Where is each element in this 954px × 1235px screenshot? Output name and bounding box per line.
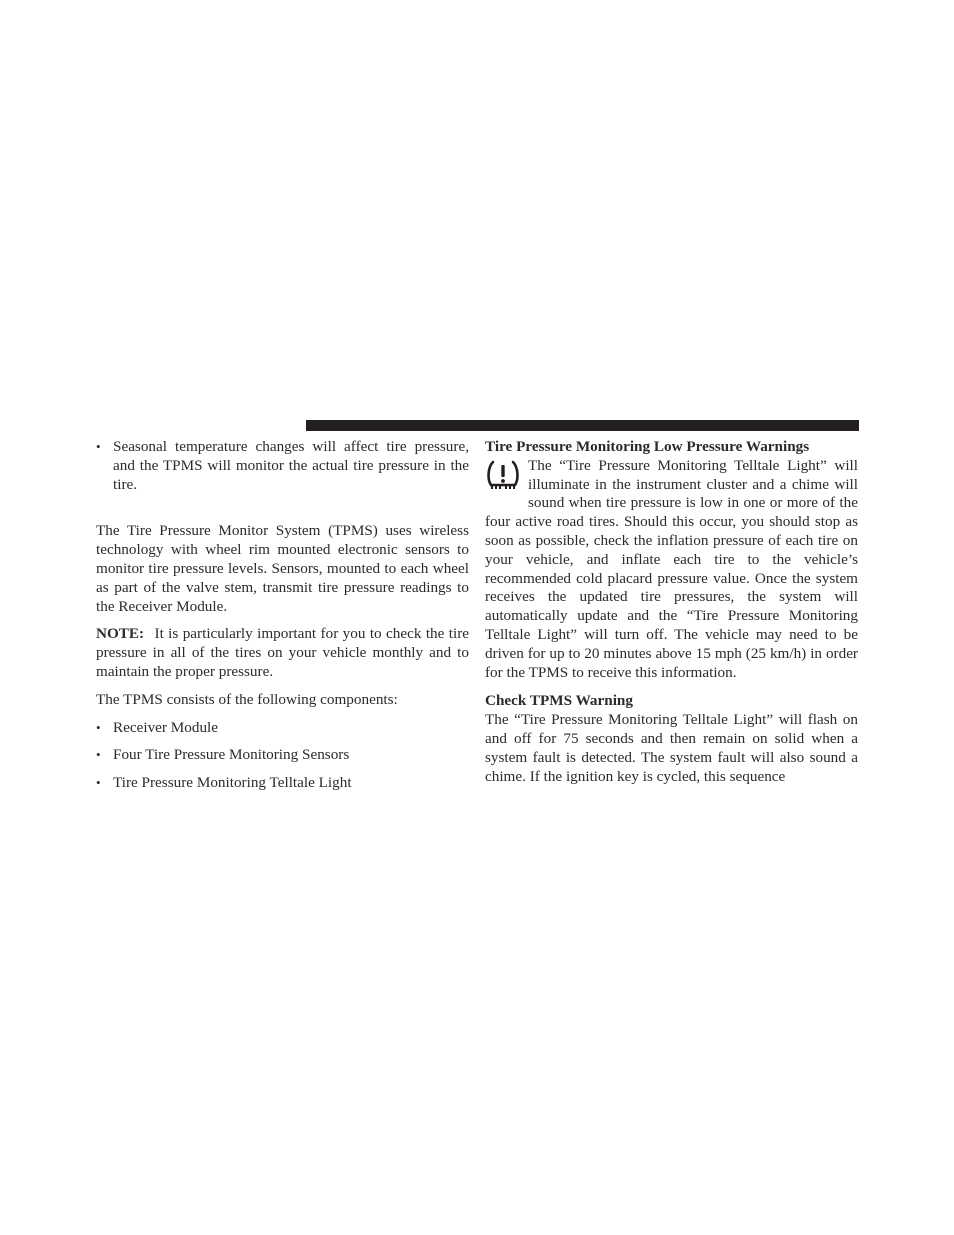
check-tpms-heading: Check TPMS Warning xyxy=(485,692,633,710)
bullet-seasonal: • Seasonal temperature changes will affect tire pressure, and the TPMS will monitor the actual tire pressure in the tire. xyxy=(96,438,469,494)
note-text: It is particularly important for you to check the tire pressure in all of the tires on your vehicle monthly and to maintain the proper pressure. xyxy=(96,625,470,680)
component-sensors: • Four Tire Pressure Monitoring Sensors xyxy=(96,746,469,765)
component-receiver-module: • Receiver Module xyxy=(96,719,469,738)
check-tpms-text: The “Tire Pressure Monitoring Telltale Light” will flash on and off for 75 seconds and then remain on solid when a system fault is detected. The system fault will also sound a chime. If the ignition key is cycled, this sequence xyxy=(485,711,858,785)
low-pressure-text: The “Tire Pressure Monitoring Telltale Light” will illuminate in the instrument cluster and a chime will sound when tire pressure is low in one or more of the four active road tires. Should this occur, you should stop as soon as possible, check the inflation pressure of each tire on your vehicle, and inflate each tire to the vehicle’s recommended cold placard pressure value. Once the system receives the updated tire pressures, the system will automatically update and the “Tire Pressure Monitoring Telltale Light” will turn off. The vehicle may need to be driven for up to 20 minutes above 15 mph (25 km/h) in order for the TPMS to receive this information. xyxy=(485,456,858,681)
component-telltale-light: • Tire Pressure Monitoring Telltale Light xyxy=(96,774,469,793)
left-column xyxy=(96,438,469,793)
note-label: NOTE: xyxy=(96,625,145,643)
tpms-warning-icon xyxy=(485,459,521,495)
right-column xyxy=(485,438,858,786)
components-intro: The TPMS consists of the following components: xyxy=(96,690,398,708)
section-header-bar xyxy=(306,420,859,431)
note-paragraph xyxy=(96,625,469,681)
intro-paragraph: The Tire Pressure Monitor System (TPMS) uses wireless technology with wheel rim mounted electronic sensors to monitor tire pressure levels. Sensors, mounted to each wheel as part of the valve stem, transmit tire pressure readings to the Receiver Module. xyxy=(96,522,469,615)
low-pressure-heading: Tire Pressure Monitoring Low Pressure Warnings xyxy=(485,438,810,455)
